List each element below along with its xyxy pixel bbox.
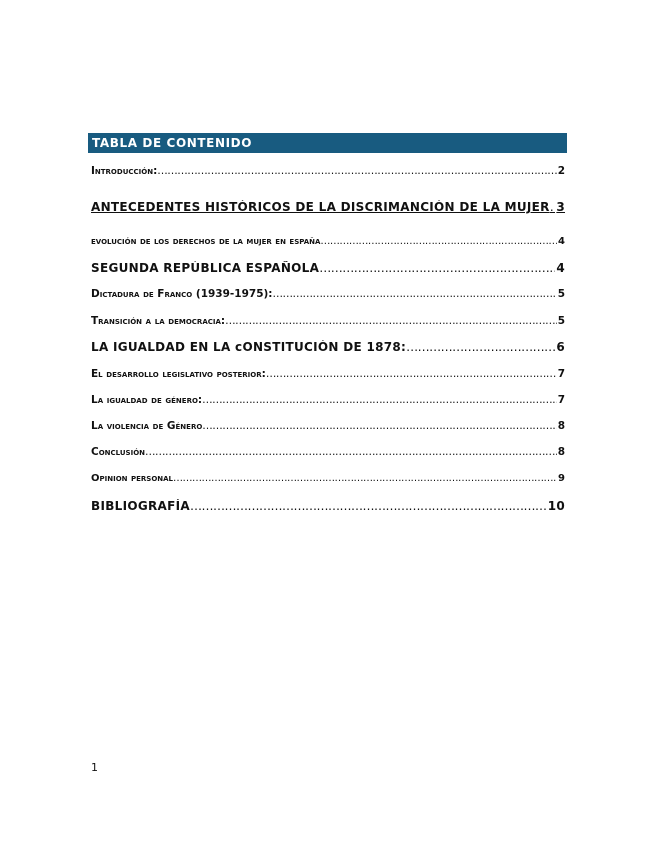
page-number: 1 [91, 761, 98, 774]
toc-entry-page: 2 [557, 165, 565, 177]
toc-entry-segunda-republica[interactable] [91, 261, 565, 275]
toc-entry-page: 7 [557, 394, 565, 406]
toc-entry-introduccion[interactable] [91, 165, 565, 177]
toc-dot-leader [320, 236, 557, 247]
toc-entry-title: Opinion personal [91, 473, 174, 484]
toc-entry-page: 5 [557, 288, 565, 300]
toc-entry-page: 4 [558, 236, 565, 247]
toc-entry-violencia-genero[interactable] [91, 420, 565, 432]
toc-entry-title: El desarrollo legislativo posterior: [91, 368, 266, 380]
toc-dot-leader [145, 446, 557, 458]
toc-entry-evolucion-derechos[interactable] [91, 236, 565, 247]
toc-entry-title: La igualdad de género: [91, 394, 203, 406]
toc-entry-page: 4 [556, 261, 565, 275]
toc-entry-title: evolución de los derechos de la mujer en españa [91, 236, 321, 247]
toc-entry-page: 9 [558, 473, 565, 484]
toc-entry-page: 5 [557, 315, 565, 327]
toc-entry-title: La violencia de Género [91, 420, 203, 432]
toc-dot-leader [173, 473, 557, 484]
toc-entry-title: BIBLIOGRAFÍA [91, 499, 190, 513]
toc-entry-page: 8 [557, 446, 565, 458]
toc-dot-leader [406, 340, 555, 354]
toc-entry-conclusion[interactable] [91, 446, 565, 458]
toc-entry-title: Introducción: [91, 165, 158, 177]
toc-dot-leader [273, 288, 557, 300]
toc-dot-leader [157, 165, 556, 177]
toc-entry-title: Dictadura de Franco (1939-1975): [91, 288, 273, 300]
toc-dot-leader [266, 368, 557, 380]
toc-dot-leader [202, 420, 556, 432]
toc-entry-bibliografia[interactable] [91, 499, 565, 513]
toc-entry-page: 8 [557, 420, 565, 432]
toc-entry-page: 10 [547, 499, 565, 513]
toc-dot-leader [319, 261, 555, 275]
toc-entry-igualdad-constitucion[interactable] [91, 340, 565, 354]
toc-dot-leader [190, 499, 547, 513]
toc-entry-title: Transición a la democracia: [91, 315, 226, 327]
toc-entry-dictadura-franco[interactable] [91, 288, 565, 300]
toc-dot-leader [202, 394, 557, 406]
toc-entry-title: SEGUNDA REPÚBLICA ESPAÑOLA [91, 261, 320, 275]
toc-entry-transicion[interactable] [91, 315, 565, 327]
toc-entry-igualdad-genero[interactable] [91, 394, 565, 406]
toc-entry-page: 7 [557, 368, 565, 380]
toc-entry-title: ANTECEDENTES HISTÓRICOS DE LA DISCRIMANCIÓN DE LA MUJER [91, 200, 550, 214]
toc-entry-opinion-personal[interactable] [91, 473, 565, 484]
toc-entry-desarrollo-legislativo[interactable] [91, 368, 565, 380]
toc-entry-antecedentes[interactable] [91, 200, 565, 214]
toc-entry-page: 3 [556, 200, 565, 214]
toc-heading: TABLA DE CONTENIDO [88, 133, 567, 153]
toc-dot-leader [225, 315, 557, 327]
toc-entry-title: Conclusión [91, 446, 146, 458]
toc-entry-page: 6 [556, 340, 565, 354]
toc-entry-title: LA IGUALDAD EN LA cONSTITUCIÓN DE 1878: [91, 340, 407, 354]
